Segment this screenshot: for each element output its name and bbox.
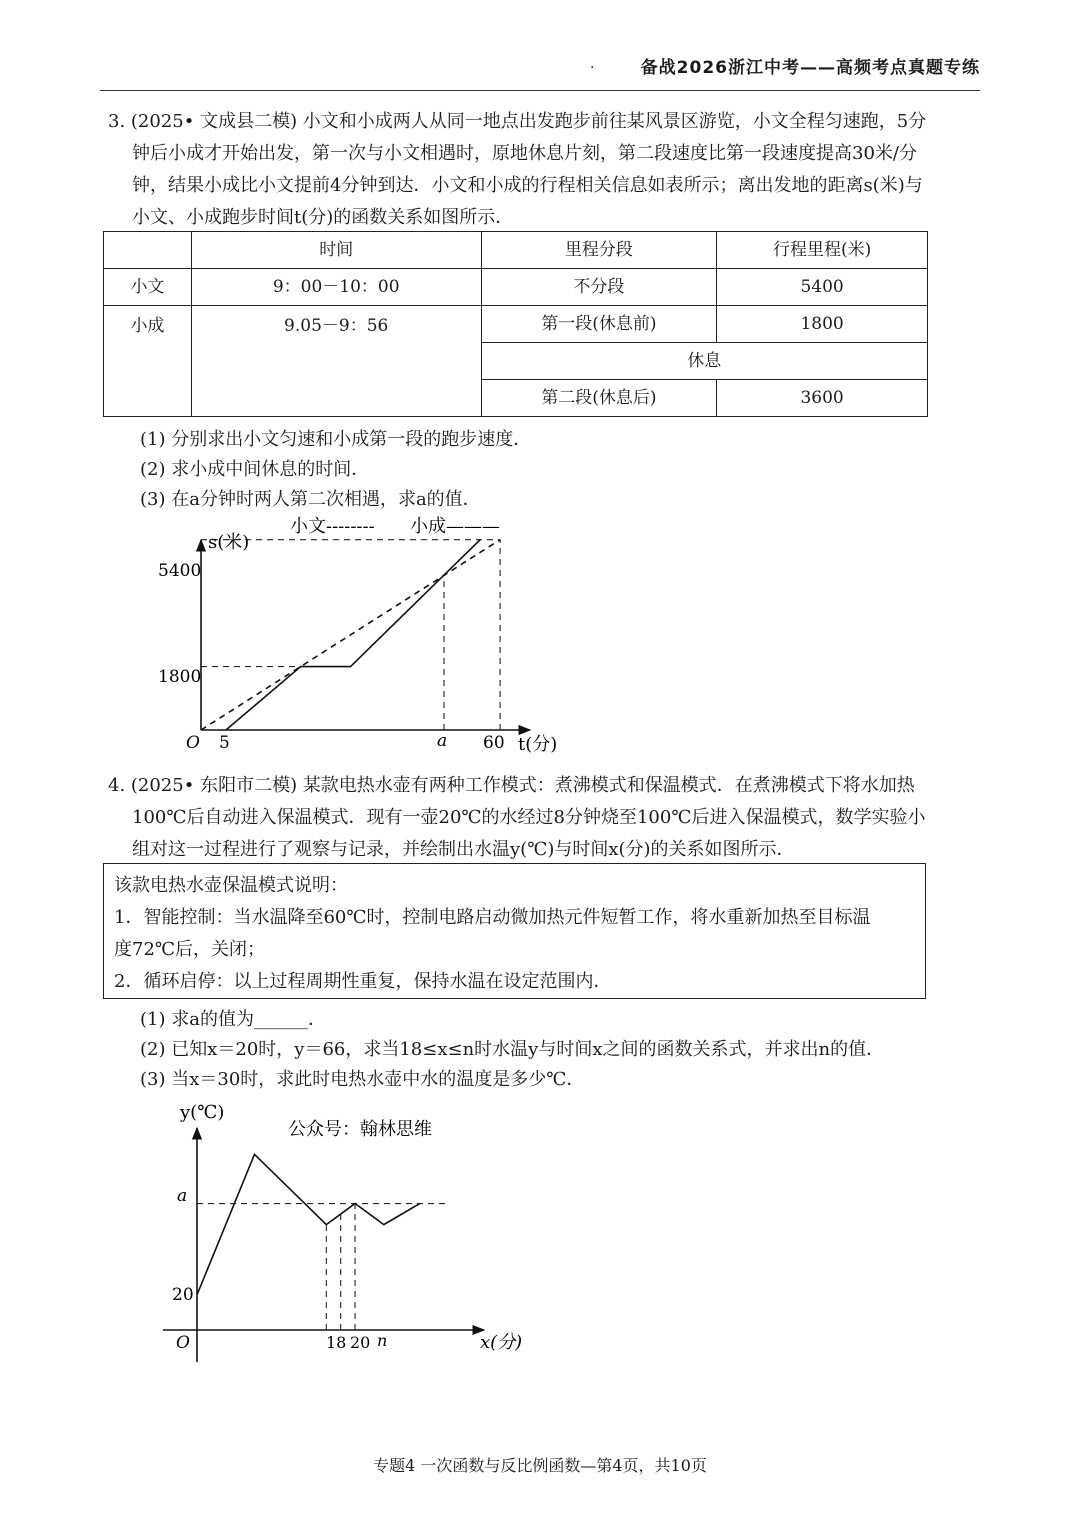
chart1-legend-xiaocheng: 小成——— bbox=[410, 516, 500, 537]
problem3-line-2: 钟后小成才开始出发，第一次与小文相遇时，原地休息片刻，第二段速度比第一段速度提高30米/分 bbox=[132, 143, 917, 164]
chart2-origin: O bbox=[176, 1333, 190, 1353]
chart1-legend-xiaowen: 小文-------- bbox=[290, 516, 375, 537]
problem4-line-2: 100℃后自动进入保温模式．现有一壶20℃的水经过8分钟烧至100℃后进入保温模式，数学实验小 bbox=[132, 807, 926, 828]
chart1-xtick-60: 60 bbox=[483, 733, 505, 753]
chart1-xlabel: t(分) bbox=[518, 734, 558, 755]
chart1-ytick-5400: 5400 bbox=[158, 561, 202, 581]
table-header-segment: 里程分段 bbox=[481, 232, 717, 269]
chart1-xtick-a: a bbox=[437, 731, 448, 751]
chart1-ylabel: s(米) bbox=[208, 532, 250, 553]
chart2-xtick-20: 20 bbox=[350, 1333, 371, 1352]
page-footer: 专题4 一次函数与反比例函数—第4页，共10页 bbox=[373, 1456, 707, 1475]
chart2-xtick-n: n bbox=[377, 1331, 388, 1350]
chart1-ytick-1800: 1800 bbox=[158, 667, 202, 687]
xiaocheng-rest: 休息 bbox=[481, 343, 927, 380]
table-header-distance: 行程里程(米) bbox=[717, 232, 928, 269]
chart2-ytick-a: a bbox=[177, 1186, 188, 1206]
xiaowen-time: 9：00－10：00 bbox=[191, 269, 481, 306]
page-header-title: 备战2026浙江中考——高频考点真题专练 bbox=[640, 58, 980, 78]
chart2-ytick-20: 20 bbox=[172, 1285, 194, 1305]
xiaocheng-time: 9.05－9：56 bbox=[191, 306, 481, 417]
chart1-xtick-5: 5 bbox=[219, 733, 230, 753]
problem3-question-2: (2) 求小成中间休息的时间． bbox=[140, 459, 370, 480]
problem4-question-1: (1) 求a的值为______． bbox=[140, 1009, 326, 1030]
chart1-origin: O bbox=[186, 733, 200, 753]
problem3-line-4: 小文、小成跑步时间t(分)的函数关系如图所示． bbox=[132, 207, 514, 228]
note-line-3: 度72℃后，关闭； bbox=[114, 939, 266, 960]
problem3-question-3: (3) 在a分钟时两人第二次相遇，求a的值． bbox=[140, 489, 481, 510]
xiaocheng-dist1: 1800 bbox=[717, 306, 928, 343]
note-line-2: 1．智能控制：当水温降至60℃时，控制电路启动微加热元件短暂工作，将水重新加热至目标温 bbox=[114, 907, 871, 928]
header-dot: · bbox=[590, 60, 595, 76]
xiaocheng-dist2: 3600 bbox=[717, 380, 928, 417]
xiaowen-distance: 5400 bbox=[717, 269, 928, 306]
xiaocheng-name: 小成 bbox=[104, 306, 192, 417]
xiaowen-segment: 不分段 bbox=[481, 269, 717, 306]
chart2-ylabel: y(℃) bbox=[180, 1102, 225, 1123]
xiaocheng-seg2: 第二段(休息后) bbox=[481, 380, 717, 417]
problem3-question-1: (1) 分别求出小文匀速和小成第一段的跑步速度． bbox=[140, 429, 532, 450]
problem3-line-1: 3. (2025• 文成县二模) 小文和小成两人从同一地点出发跑步前往某风景区游览，小文全程匀速跑，5分 bbox=[108, 111, 927, 132]
chart2-series-solid-0 bbox=[197, 1154, 420, 1295]
table-header-time: 时间 bbox=[191, 232, 481, 269]
xiaocheng-seg1: 第一段(休息前) bbox=[481, 306, 717, 343]
note-line-4: 2．循环启停：以上过程周期性重复，保持水温在设定范围内． bbox=[114, 971, 612, 992]
chart2-xlabel: x(分) bbox=[480, 1332, 523, 1353]
problem4-question-3: (3) 当x＝30时，求此时电热水壶中水的温度是多少℃． bbox=[140, 1069, 585, 1090]
note-line-1: 该款电热水壶保温模式说明： bbox=[114, 875, 348, 896]
problem4-line-1: 4. (2025• 东阳市二模) 某款电热水壶有两种工作模式：煮沸模式和保温模式．在煮沸模式下将水加热 bbox=[108, 775, 915, 796]
xiaowen-name: 小文 bbox=[104, 269, 192, 306]
problem4-question-2: (2) 已知x＝20时，y＝66，求当18≤x≤n时水温y与时间x之间的函数关系式，并求出n的值． bbox=[140, 1039, 885, 1060]
chart2-xtick-18: 18 bbox=[326, 1333, 347, 1352]
problem4-line-3: 组对这一过程进行了观察与记录，并绘制出水温y(℃)与时间x(分)的关系如图所示． bbox=[132, 839, 795, 860]
problem3-line-3: 钟，结果小成比小文提前4分钟到达．小文和小成的行程相关信息如表所示；离出发地的距离s(米)与 bbox=[132, 175, 923, 196]
chart2-watermark: 公众号：翰林思维 bbox=[288, 1119, 432, 1140]
